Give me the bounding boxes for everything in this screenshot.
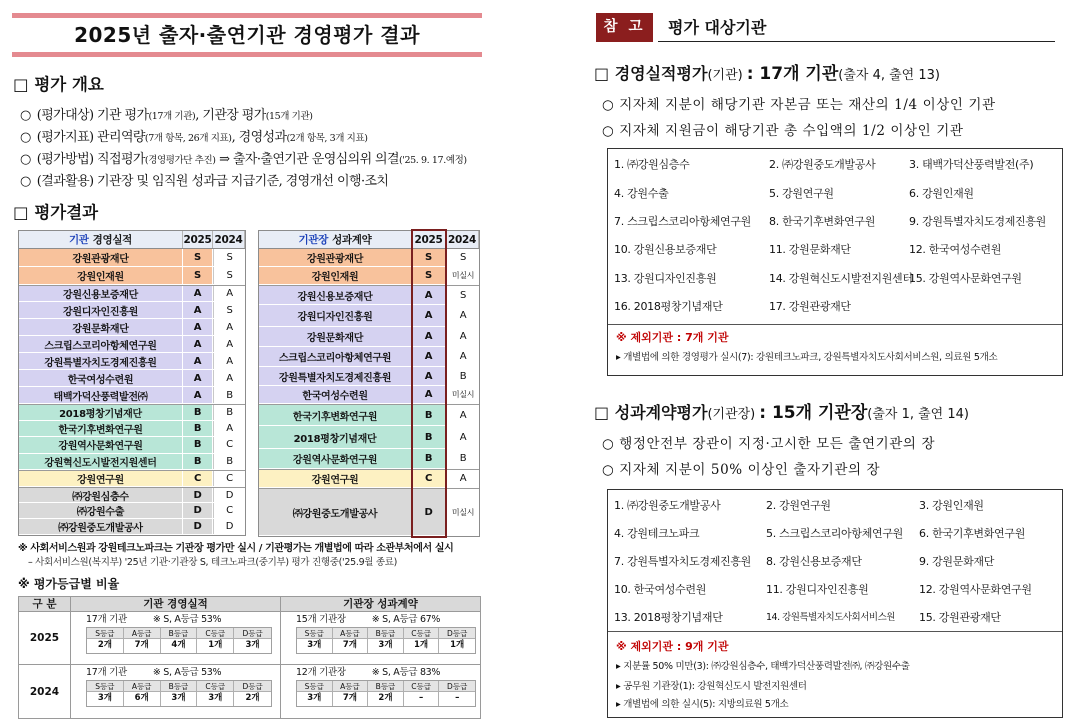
overview-text: (평가지표) 관리역량 bbox=[36, 130, 145, 145]
table-row bbox=[19, 470, 245, 487]
institution-item: 14. 강원혁신도시발전지원센터 bbox=[769, 272, 913, 285]
grade-2024: A bbox=[446, 305, 479, 326]
grade-label: B등급 bbox=[368, 628, 404, 639]
institution-name: 강원인재원 bbox=[259, 267, 412, 284]
institution-name: 강원연구원 bbox=[19, 471, 183, 486]
overview-item bbox=[20, 150, 467, 171]
bullet: ○ bbox=[20, 174, 31, 189]
section-heading-contract bbox=[594, 401, 969, 427]
grade-count: 3개 bbox=[87, 692, 124, 706]
institution-item: 13. 2018평창기념재단 bbox=[614, 611, 723, 624]
table-row bbox=[19, 421, 245, 438]
institution-item: 3. 태백가덕산풍력발전(주) bbox=[909, 158, 1034, 171]
grade-count: – bbox=[455, 693, 460, 703]
ratio-summary bbox=[281, 612, 480, 627]
ratio-institution-cell bbox=[71, 612, 281, 665]
overview-detail: ('25. 9. 17.예정) bbox=[398, 155, 467, 166]
overview-detail: (17개 기관) bbox=[148, 111, 196, 122]
grade-2024: A bbox=[213, 286, 245, 301]
grade-label: A등급 bbox=[124, 681, 161, 692]
overview-text: (평가대상) 기관 평가 bbox=[36, 108, 149, 123]
institution-name: 강원신용보증재단 bbox=[259, 286, 412, 304]
section-scope: (기관) bbox=[707, 68, 743, 83]
section-title: □ 성과계약평가 bbox=[594, 403, 708, 422]
overview-detail: (경영평가단 추진) bbox=[144, 155, 216, 166]
ratio-share: ※ S, A등급 53% bbox=[152, 667, 222, 678]
excluded-item: ▸ 공무원 기관장(1): 강원혁신도시 발전지원센터 bbox=[616, 681, 807, 692]
grade-count: 1개 bbox=[197, 639, 234, 653]
grade-2024: 미실시 bbox=[446, 267, 479, 284]
table-row bbox=[19, 404, 245, 421]
grade-count: 3개 bbox=[245, 640, 260, 650]
table-row bbox=[19, 353, 245, 370]
ratio-summary bbox=[71, 665, 280, 680]
grade-count: 1개 bbox=[404, 639, 440, 653]
overview-text: (평가방법) 직접평가 bbox=[36, 152, 145, 167]
grade-label: B등급 bbox=[161, 628, 198, 639]
table-row bbox=[259, 249, 479, 267]
grade-2024: 미실시 bbox=[446, 489, 479, 535]
bullet: ○ bbox=[20, 108, 31, 123]
divider bbox=[608, 324, 1062, 325]
ratio-summary bbox=[71, 612, 280, 627]
table-row bbox=[259, 404, 479, 426]
institution-item: 7. 강원특별자치도경제진흥원 bbox=[614, 555, 752, 568]
criteria-item: ○ 지자체 지분이 해당기관 자본금 또는 재산의 1/4 이상인 기관 bbox=[602, 97, 996, 113]
header-title bbox=[19, 231, 183, 248]
grade-count: 2개 bbox=[245, 693, 260, 703]
ratio-head-cell bbox=[281, 612, 481, 665]
section-breakdown: (출자 1, 출연 14) bbox=[867, 407, 969, 422]
institution-item: 11. 강원문화재단 bbox=[769, 243, 851, 256]
grade-2025: A bbox=[183, 336, 213, 352]
grade-label: S등급 bbox=[87, 628, 124, 639]
results-subnote: – 사회서비스원(복지부) '25년 기관·기관장 S, 테크노파크(중기부) 평가 진행중('25.9월 종료) bbox=[28, 557, 398, 568]
head-grade-table bbox=[258, 230, 480, 537]
grade-label: C등급 bbox=[404, 681, 440, 692]
header-year-2024: 2024 bbox=[213, 231, 245, 248]
grade-count-grid bbox=[296, 627, 476, 654]
grade-2024: B bbox=[213, 387, 245, 403]
table-row bbox=[259, 367, 479, 386]
institution-name: 한국기후변화연구원 bbox=[259, 405, 412, 425]
institution-item: 5. 강원연구원 bbox=[769, 187, 834, 200]
institution-grade-table bbox=[18, 230, 246, 536]
overview-heading: □ 평가 개요 bbox=[13, 75, 104, 94]
section-scope: (기관장) bbox=[707, 407, 756, 422]
institution-item: 6. 강원인재원 bbox=[909, 187, 974, 200]
grade-count: 3개 bbox=[161, 692, 198, 706]
grade-count-grid bbox=[86, 627, 272, 654]
overview-text: , 경영성과 bbox=[231, 130, 287, 145]
ratio-institution-cell bbox=[71, 665, 281, 719]
institution-list-box bbox=[607, 148, 1063, 376]
institution-name: 한국여성수련원 bbox=[19, 370, 183, 386]
institution-name: ㈜강원수출 bbox=[19, 503, 183, 518]
grade-label: D등급 bbox=[439, 681, 475, 692]
table-row bbox=[19, 370, 245, 387]
ratio-share: ※ S, A등급 83% bbox=[371, 667, 441, 678]
excluded-title: ※ 제외기관 : 9개 기관 bbox=[616, 640, 729, 653]
table-row bbox=[259, 267, 479, 285]
table-row bbox=[19, 302, 245, 319]
ratio-heading: ※ 평가등급별 비율 bbox=[18, 577, 120, 591]
table-row bbox=[259, 449, 479, 469]
grade-2025: D bbox=[183, 519, 213, 534]
institution-item: 9. 강원특별자치도경제진흥원 bbox=[909, 215, 1047, 228]
institution-name: 강원특별자치도경제진흥원 bbox=[19, 353, 183, 369]
institution-item: 15. 강원역사문화연구원 bbox=[909, 272, 1022, 285]
ratio-header-row bbox=[19, 597, 481, 612]
grade-2024: B bbox=[213, 454, 245, 470]
grade-2025: A bbox=[412, 347, 446, 366]
overview-text: ⇒ 출자·출연기관 운영심의위 의결 bbox=[215, 152, 399, 167]
institution-item: 9. 강원문화재단 bbox=[919, 555, 995, 568]
ratio-count: 15개 기관장 bbox=[296, 614, 346, 625]
institution-name: 태백가덕산풍력발전㈜ bbox=[19, 387, 183, 403]
grade-label: A등급 bbox=[333, 628, 369, 639]
grade-label: S등급 bbox=[87, 681, 124, 692]
table-row bbox=[259, 327, 479, 347]
grade-count: 3개 bbox=[368, 639, 404, 653]
header-prefix: 기관 bbox=[68, 234, 89, 246]
table-row bbox=[259, 426, 479, 449]
overview-text: (결과활용) 기관장 및 임직원 성과급 지급기준, 경영개선 이행·조치 bbox=[36, 174, 389, 189]
table-row bbox=[259, 469, 479, 488]
table-row bbox=[19, 319, 245, 336]
table-row bbox=[259, 285, 479, 305]
institution-item: 2. 강원연구원 bbox=[766, 499, 831, 512]
table-row bbox=[19, 285, 245, 302]
grade-count-grid bbox=[296, 680, 476, 707]
institution-name: ㈜강원심층수 bbox=[19, 488, 183, 502]
grade-count: 4개 bbox=[161, 639, 198, 653]
excluded-item: ▸ 지분률 50% 미만(3): ㈜강원심층수, 태백가덕산풍력발전㈜, ㈜강원수출 bbox=[616, 661, 910, 672]
institution-item: 3. 강원인재원 bbox=[919, 499, 984, 512]
header-label: 성과계약 bbox=[332, 234, 372, 246]
criteria-item: ○ 행정안전부 장관이 지정·고시한 모든 출연기관의 장 bbox=[602, 436, 936, 452]
table-header-row bbox=[19, 231, 245, 249]
title-bar-top bbox=[12, 13, 482, 18]
grade-2025: A bbox=[412, 367, 446, 385]
institution-name: 강원관광재단 bbox=[19, 249, 183, 266]
grade-2025: A bbox=[183, 319, 213, 335]
reference-badge: 참 고 bbox=[596, 13, 653, 42]
overview-detail: (15개 기관) bbox=[265, 111, 313, 122]
institution-name: 강원연구원 bbox=[259, 470, 412, 487]
reference-title-underline bbox=[658, 41, 1055, 42]
grade-2025: A bbox=[412, 286, 446, 304]
institution-name: 2018평창기념재단 bbox=[19, 405, 183, 420]
table-row bbox=[19, 249, 245, 267]
header-year-2025: 2025 bbox=[183, 231, 213, 248]
grade-2025: A bbox=[183, 302, 213, 318]
institution-name: 강원혁신도시발전지원센터 bbox=[19, 454, 183, 470]
institution-name: 2018평창기념재단 bbox=[259, 426, 412, 448]
institution-item: 16. 2018평창기념재단 bbox=[614, 300, 723, 313]
ratio-year: 2025 bbox=[19, 612, 71, 665]
institution-name: ㈜강원중도개발공사 bbox=[259, 489, 412, 535]
institution-name: 강원디자인진흥원 bbox=[259, 305, 412, 326]
excluded-item: ▸ 개별법에 의한 실시(5): 지방의료원 5개소 bbox=[616, 699, 789, 710]
grade-count: 7개 bbox=[124, 639, 161, 653]
ratio-head-cell bbox=[281, 665, 481, 719]
title-bar-bottom bbox=[12, 52, 482, 57]
header-label: 경영실적 bbox=[92, 234, 133, 246]
grade-2025: D bbox=[412, 489, 446, 535]
institution-list-box bbox=[607, 489, 1063, 718]
institution-item: 2. ㈜강원중도개발공사 bbox=[769, 158, 876, 171]
institution-name: 스크립스코리아항체연구원 bbox=[259, 347, 412, 366]
institution-item: 4. 강원수출 bbox=[614, 187, 669, 200]
grade-2024: A bbox=[213, 421, 245, 437]
grade-2024: A bbox=[446, 470, 479, 487]
overview-detail: (7개 항목, 26개 지표) bbox=[144, 133, 232, 144]
grade-2025: S bbox=[412, 267, 446, 284]
institution-item: 5. 스크립스코리아항체연구원 bbox=[766, 527, 904, 540]
grade-label: D등급 bbox=[234, 681, 271, 692]
institution-name: 강원문화재단 bbox=[259, 327, 412, 346]
table-row bbox=[19, 454, 245, 471]
grade-2024: A bbox=[446, 327, 479, 346]
institution-item: 1. ㈜강원심층수 bbox=[614, 158, 690, 171]
institution-name: 스크립스코리아항체연구원 bbox=[19, 336, 183, 352]
institution-name: 강원역사문화연구원 bbox=[259, 449, 412, 468]
bullet: ○ bbox=[20, 152, 31, 167]
section-count: : 15개 기관장 bbox=[759, 403, 868, 423]
table-row bbox=[19, 336, 245, 353]
grade-2024: S bbox=[446, 249, 479, 266]
grade-count: 7개 bbox=[333, 639, 369, 653]
header-year-2025: 2025 bbox=[412, 231, 446, 248]
reference-title: 평가 대상기관 bbox=[668, 18, 767, 37]
table-row bbox=[259, 347, 479, 367]
grade-2025: B bbox=[412, 449, 446, 468]
grade-2025: B bbox=[183, 421, 213, 437]
ratio-row bbox=[19, 612, 481, 665]
criteria-item: ○ 지자체 지분이 50% 이상인 출자기관의 장 bbox=[602, 462, 881, 478]
table-row bbox=[259, 386, 479, 404]
grade-count-grid bbox=[86, 680, 272, 707]
grade-label: D등급 bbox=[234, 628, 271, 639]
grade-2024: S bbox=[213, 267, 245, 284]
header-prefix: 기관장 bbox=[298, 234, 329, 246]
ratio-header-head: 기관장 성과계약 bbox=[281, 597, 481, 612]
section-title: □ 경영실적평가 bbox=[594, 64, 708, 83]
bullet: ○ bbox=[20, 130, 31, 145]
grade-2025: A bbox=[183, 387, 213, 403]
grade-2025: A bbox=[183, 286, 213, 301]
institution-name: 강원문화재단 bbox=[19, 319, 183, 335]
header-year-2024: 2024 bbox=[446, 231, 479, 248]
institution-item: 17. 강원관광재단 bbox=[769, 300, 851, 313]
grade-label: S등급 bbox=[297, 628, 333, 639]
header-title bbox=[259, 231, 412, 248]
grade-count: 1개 bbox=[450, 640, 465, 650]
ratio-count: 17개 기관 bbox=[86, 667, 127, 678]
institution-item: 14. 강원특별자치도사회서비스원 bbox=[766, 612, 895, 623]
institution-item: 10. 한국여성수련원 bbox=[614, 583, 707, 596]
table-header-row bbox=[259, 231, 479, 249]
ratio-summary bbox=[281, 665, 480, 680]
divider bbox=[608, 631, 1062, 632]
grade-2024: 미실시 bbox=[446, 386, 479, 403]
table-row bbox=[19, 519, 245, 535]
grade-2024: B bbox=[446, 449, 479, 468]
grade-2025: B bbox=[412, 405, 446, 425]
grade-2025: A bbox=[412, 327, 446, 346]
results-heading: □ 평가결과 bbox=[13, 203, 99, 222]
institution-name: 강원관광재단 bbox=[259, 249, 412, 266]
ratio-share: ※ S, A등급 53% bbox=[152, 614, 222, 625]
page-title: 2025년 출자·출연기관 경영평가 결과 bbox=[74, 23, 420, 47]
criteria-item: ○ 지자체 지원금이 해당기관 총 수입액의 1/2 이상인 기관 bbox=[602, 123, 964, 139]
table-row bbox=[19, 437, 245, 454]
overview-detail: (2개 항목, 3개 지표) bbox=[286, 133, 368, 144]
grade-label: C등급 bbox=[197, 628, 234, 639]
institution-name: 한국여성수련원 bbox=[259, 386, 412, 403]
grade-2025: A bbox=[412, 386, 446, 403]
grade-2025: C bbox=[412, 470, 446, 487]
grade-2025: C bbox=[183, 471, 213, 486]
grade-2024: A bbox=[446, 347, 479, 366]
institution-item: 1. ㈜강원중도개발공사 bbox=[614, 499, 721, 512]
grade-label: B등급 bbox=[161, 681, 198, 692]
institution-item: 6. 한국기후변화연구원 bbox=[919, 527, 1026, 540]
grade-count: 7개 bbox=[333, 692, 369, 706]
ratio-row bbox=[19, 665, 481, 719]
grade-label: A등급 bbox=[124, 628, 161, 639]
grade-label: C등급 bbox=[404, 628, 440, 639]
grade-2024: A bbox=[213, 336, 245, 352]
grade-2024: B bbox=[213, 405, 245, 420]
section-count: : 17개 기관 bbox=[746, 64, 839, 84]
institution-name: 강원신용보증재단 bbox=[19, 286, 183, 301]
grade-2024: A bbox=[213, 319, 245, 335]
table-row bbox=[259, 305, 479, 327]
ratio-count: 17개 기관 bbox=[86, 614, 127, 625]
grade-count: 3개 bbox=[197, 692, 234, 706]
grade-label: C등급 bbox=[197, 681, 234, 692]
ratio-header-institution: 기관 경영실적 bbox=[71, 597, 281, 612]
institution-item: 11. 강원디자인진흥원 bbox=[766, 583, 869, 596]
institution-item: 12. 한국여성수련원 bbox=[909, 243, 1002, 256]
grade-2025: S bbox=[183, 267, 213, 284]
ratio-year: 2024 bbox=[19, 665, 71, 719]
grade-label: B등급 bbox=[368, 681, 404, 692]
institution-item: 13. 강원디자인진흥원 bbox=[614, 272, 717, 285]
grade-2024: C bbox=[213, 503, 245, 518]
grade-2024: B bbox=[446, 367, 479, 385]
grade-count: 6개 bbox=[124, 692, 161, 706]
grade-2024: A bbox=[446, 405, 479, 425]
institution-item: 10. 강원신용보증재단 bbox=[614, 243, 717, 256]
institution-name: 한국기후변화연구원 bbox=[19, 421, 183, 437]
grade-2025: A bbox=[183, 370, 213, 386]
grade-label: S등급 bbox=[297, 681, 333, 692]
grade-2024: A bbox=[446, 426, 479, 448]
table-row bbox=[19, 503, 245, 519]
table-row bbox=[19, 267, 245, 285]
grade-2025: B bbox=[183, 454, 213, 470]
grade-label: D등급 bbox=[439, 628, 475, 639]
grade-count: 2개 bbox=[87, 639, 124, 653]
table-row bbox=[259, 488, 479, 536]
ratio-count: 12개 기관장 bbox=[296, 667, 346, 678]
institution-item: 7. 스크립스코리아항체연구원 bbox=[614, 215, 752, 228]
table-row bbox=[19, 387, 245, 404]
institution-item: 8. 강원신용보증재단 bbox=[766, 555, 862, 568]
ratio-header-category: 구 분 bbox=[19, 597, 71, 612]
grade-2024: A bbox=[213, 370, 245, 386]
grade-label: A등급 bbox=[333, 681, 369, 692]
grade-2024: S bbox=[213, 249, 245, 266]
grade-2025: A bbox=[183, 353, 213, 369]
overview-item bbox=[20, 106, 313, 127]
institution-name: 강원역사문화연구원 bbox=[19, 437, 183, 453]
institution-name: ㈜강원중도개발공사 bbox=[19, 519, 183, 534]
table-row bbox=[19, 487, 245, 503]
grade-2024: D bbox=[213, 519, 245, 534]
institution-name: 강원디자인진흥원 bbox=[19, 302, 183, 318]
grade-2024: A bbox=[213, 353, 245, 369]
overview-item bbox=[20, 172, 388, 192]
grade-2025: B bbox=[183, 405, 213, 420]
institution-item: 15. 강원관광재단 bbox=[919, 611, 1001, 624]
grade-count: 3개 bbox=[297, 639, 333, 653]
institution-item: 8. 한국기후변화연구원 bbox=[769, 215, 876, 228]
institution-item: 4. 강원테크노파크 bbox=[614, 527, 700, 540]
institution-item: 12. 강원역사문화연구원 bbox=[919, 583, 1032, 596]
grade-count: 2개 bbox=[368, 692, 404, 706]
grade-count: – bbox=[404, 692, 440, 706]
grade-2025: D bbox=[183, 503, 213, 518]
grade-2025: S bbox=[183, 249, 213, 266]
grade-2025: B bbox=[183, 437, 213, 453]
grade-2024: S bbox=[446, 286, 479, 304]
results-note: ※ 사회서비스원과 강원테크노파크는 기관장 평가만 실시 / 기관평가는 개별법에 따라 소관부처에서 실시 bbox=[18, 543, 454, 554]
institution-name: 강원특별자치도경제진흥원 bbox=[259, 367, 412, 385]
excluded-item: ▸ 개별법에 의한 경영평가 실시(7): 강원테크노파크, 강원특별자치도사회서비스원, 의료원 5개소 bbox=[616, 352, 998, 363]
institution-name: 강원인재원 bbox=[19, 267, 183, 284]
section-heading-management bbox=[594, 62, 940, 88]
excluded-title: ※ 제외기관 : 7개 기관 bbox=[616, 331, 729, 344]
overview-item bbox=[20, 128, 368, 149]
section-breakdown: (출자 4, 출연 13) bbox=[838, 68, 940, 83]
overview-text: , 기관장 평가 bbox=[195, 108, 266, 123]
grade-count: 3개 bbox=[297, 692, 333, 706]
grade-2024: C bbox=[213, 471, 245, 486]
grade-2025: D bbox=[183, 488, 213, 502]
grade-2024: D bbox=[213, 488, 245, 502]
grade-2025: A bbox=[412, 305, 446, 326]
grade-2025: S bbox=[412, 249, 446, 266]
grade-2025: B bbox=[412, 426, 446, 448]
grade-2024: C bbox=[213, 437, 245, 453]
grade-2024: S bbox=[213, 302, 245, 318]
ratio-share: ※ S, A등급 67% bbox=[371, 614, 441, 625]
grade-ratio-table bbox=[18, 596, 481, 719]
